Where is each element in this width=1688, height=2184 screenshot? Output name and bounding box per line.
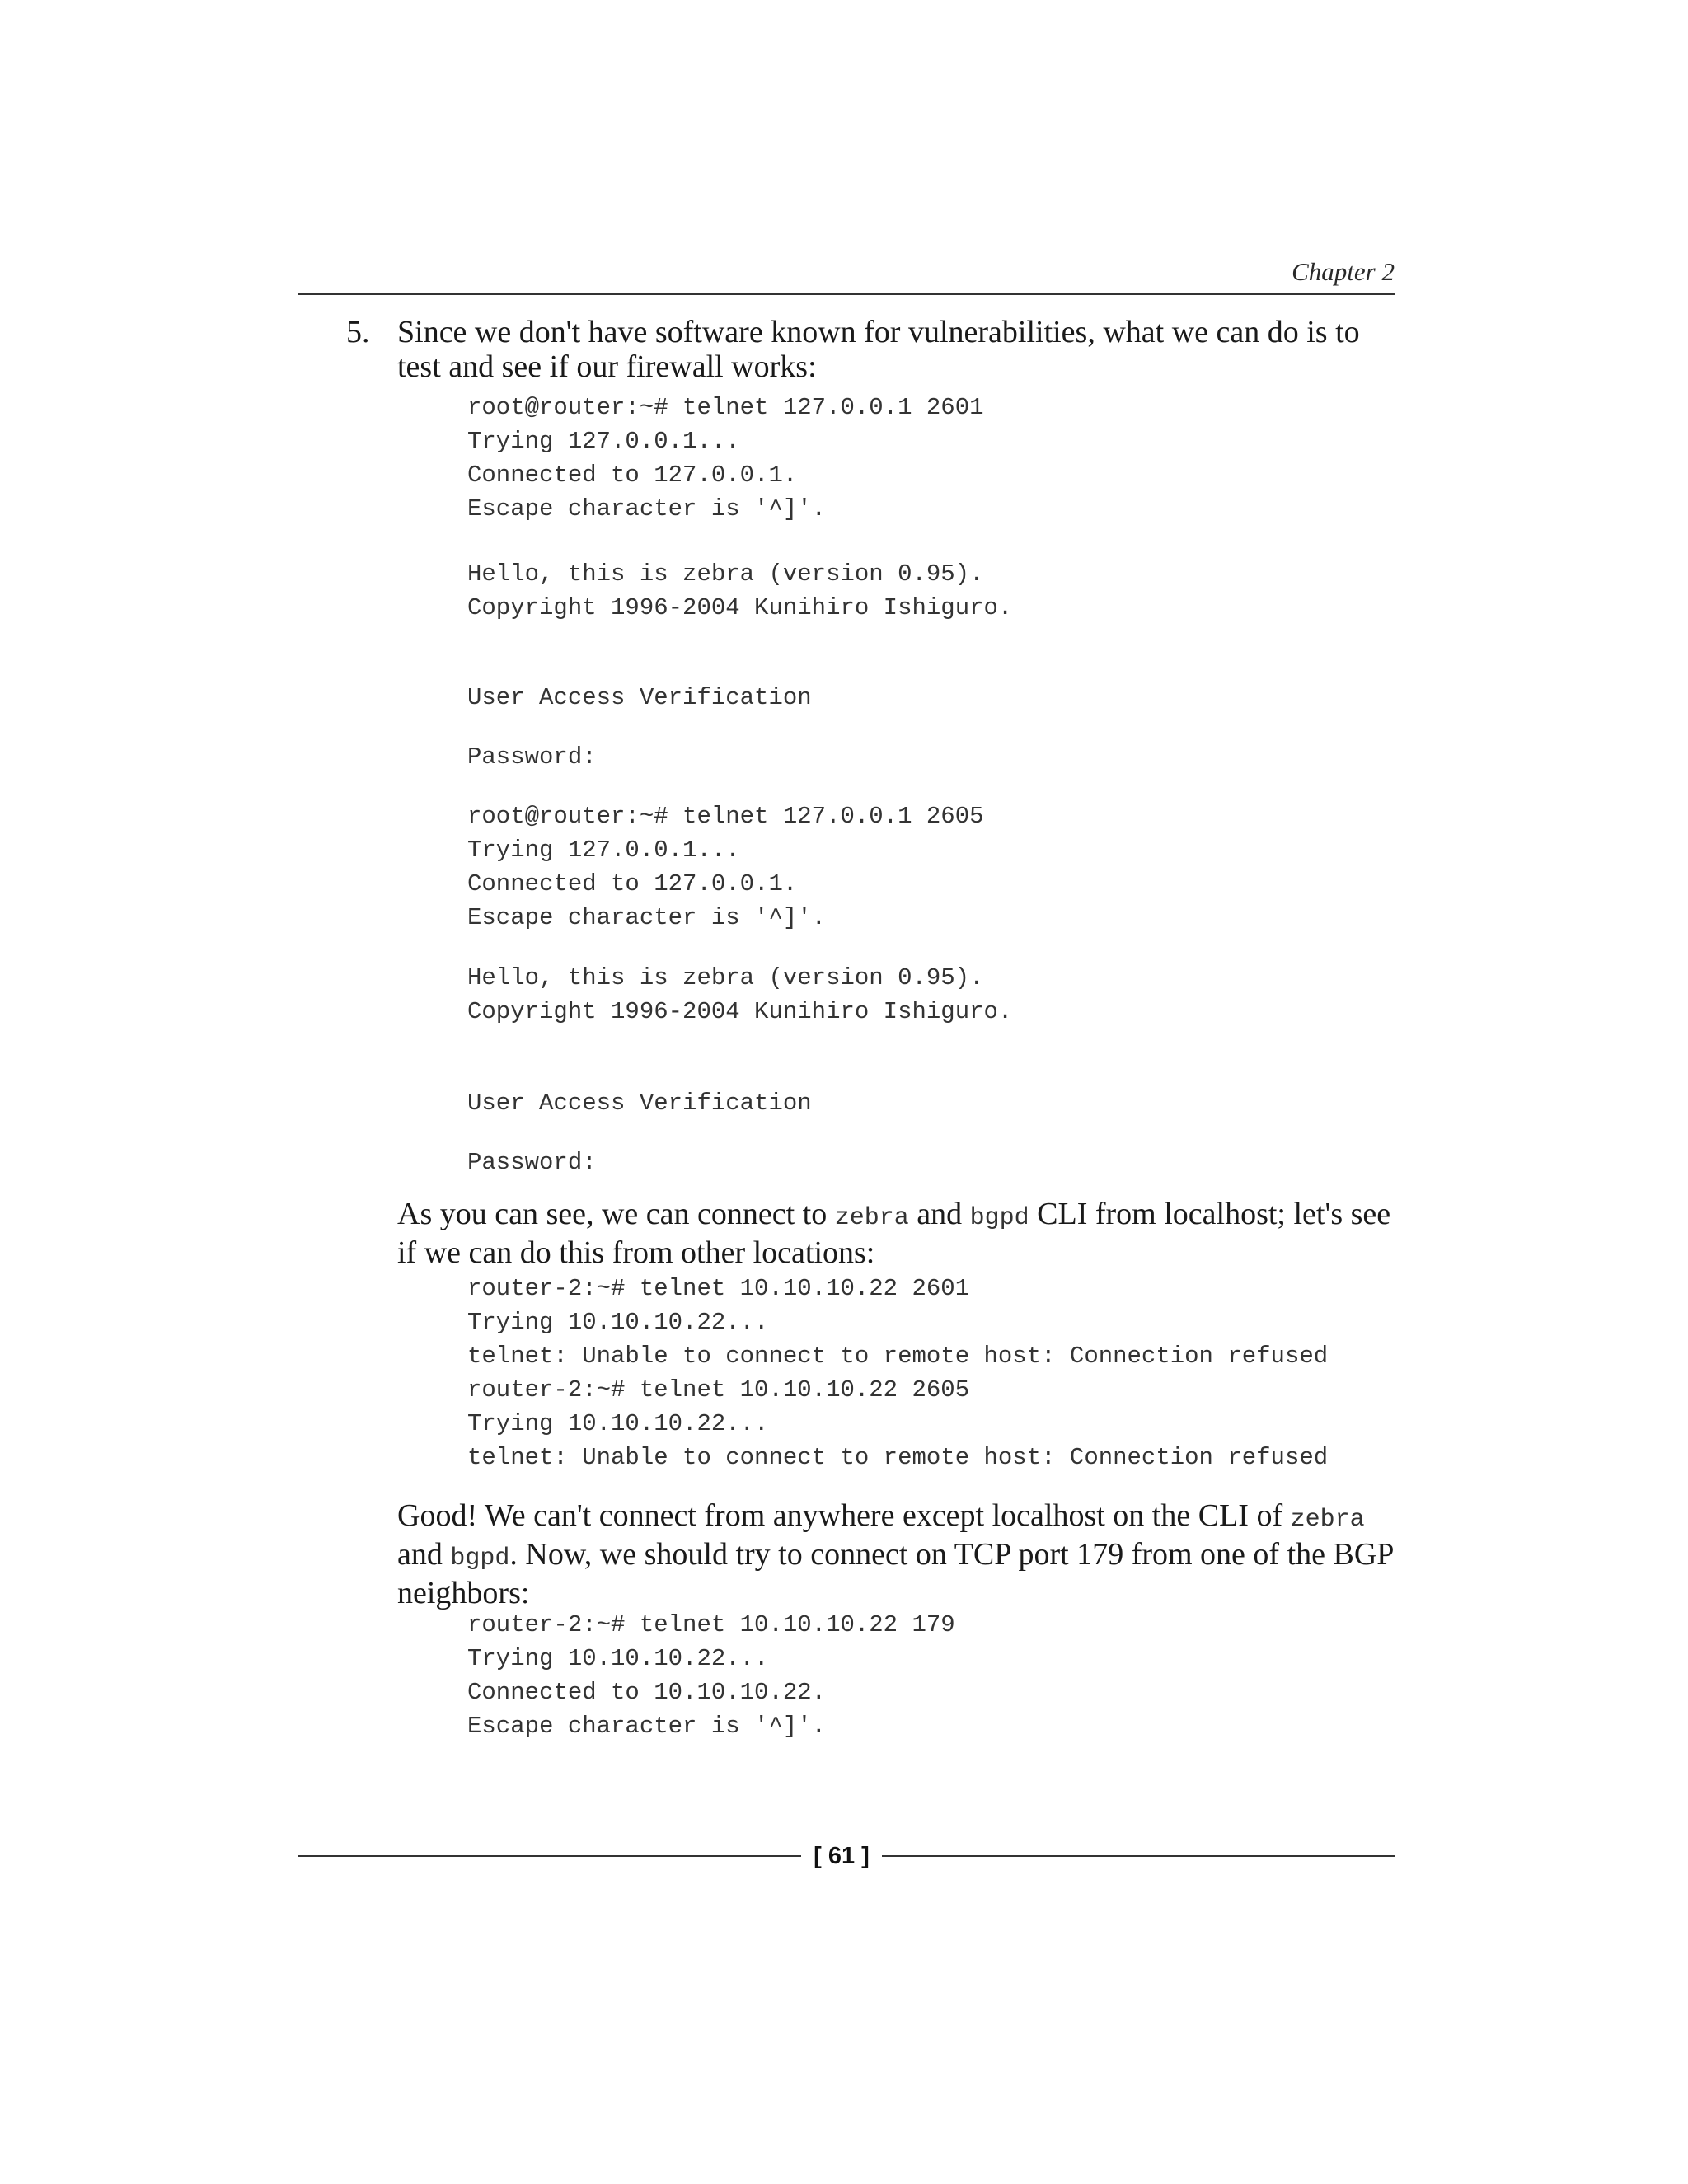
body-paragraph [397,1498,1403,1610]
code-block [467,1608,955,1743]
inline-code: zebra [834,1204,909,1232]
code-block [467,1146,597,1179]
code-block [467,740,597,774]
text-run: . Now, we should try to connect on TCP port 179 from one of the BGP neighbors: [397,1537,1394,1610]
code-line: Escape character is '^]'. [467,1713,827,1740]
code-line: Copyright 1996-2004 Kunihiro Ishiguro. [467,594,1013,621]
code-line: root@router:~# telnet 127.0.0.1 2601 [467,394,984,421]
text-run: and [397,1537,451,1572]
code-line: User Access Verification [467,1090,812,1117]
code-line: User Access Verification [467,684,812,711]
text-run: As you can see, we can connect to [397,1197,835,1231]
code-line: Escape character is '^]'. [467,904,827,931]
code-line: Trying 127.0.0.1... [467,428,740,455]
code-line: Hello, this is zebra (version 0.95). [467,560,984,588]
code-block [467,1086,812,1120]
footer-rule-left [298,1855,801,1857]
code-line: Trying 10.10.10.22... [467,1410,769,1437]
code-line: Connected to 10.10.10.22. [467,1679,827,1706]
step-number: 5. [346,315,370,349]
step-text: Since we don't have software known for vulnerabilities, what we can do is to test and see if our firewall works: [397,315,1360,384]
code-block [467,681,812,715]
code-line: root@router:~# telnet 127.0.0.1 2605 [467,803,984,830]
inline-code: zebra [1290,1506,1365,1534]
inline-code: bgpd [969,1204,1029,1232]
code-line: Hello, this is zebra (version 0.95). [467,964,984,991]
code-line: Copyright 1996-2004 Kunihiro Ishiguro. [467,998,1013,1025]
running-head: Chapter 2 [1292,257,1395,286]
code-line: Escape character is '^]'. [467,495,827,523]
code-line: Connected to 127.0.0.1. [467,870,798,898]
code-line: Connected to 127.0.0.1. [467,462,798,489]
code-block [467,391,984,526]
code-line: router-2:~# telnet 10.10.10.22 179 [467,1611,955,1638]
text-run: Good! We can't connect from anywhere except localhost on the CLI of [397,1498,1291,1533]
footer-rule-right [882,1855,1395,1857]
code-line: router-2:~# telnet 10.10.10.22 2601 [467,1275,970,1302]
body-paragraph [397,1197,1403,1270]
code-block [467,1272,1328,1474]
code-block [467,557,1012,625]
page-number: [ 61 ] [814,1843,870,1869]
text-run: and [908,1197,970,1231]
code-line: telnet: Unable to connect to remote host: Connection refused [467,1444,1329,1471]
page-footer [298,1840,1395,1872]
code-line: Trying 10.10.10.22... [467,1309,769,1336]
code-line: telnet: Unable to connect to remote host: Connection refused [467,1343,1329,1370]
code-block [467,961,1012,1029]
code-line: Password: [467,1149,597,1176]
code-line: Trying 10.10.10.22... [467,1645,769,1672]
inline-code: bgpd [450,1544,510,1572]
text-run: CLI from localhost; let's see if we can do this from other locations: [397,1197,1391,1270]
code-line: Trying 127.0.0.1... [467,837,740,864]
code-block [467,799,984,935]
header-rule [298,293,1395,295]
code-line: Password: [467,743,597,771]
code-line: router-2:~# telnet 10.10.10.22 2605 [467,1376,970,1404]
